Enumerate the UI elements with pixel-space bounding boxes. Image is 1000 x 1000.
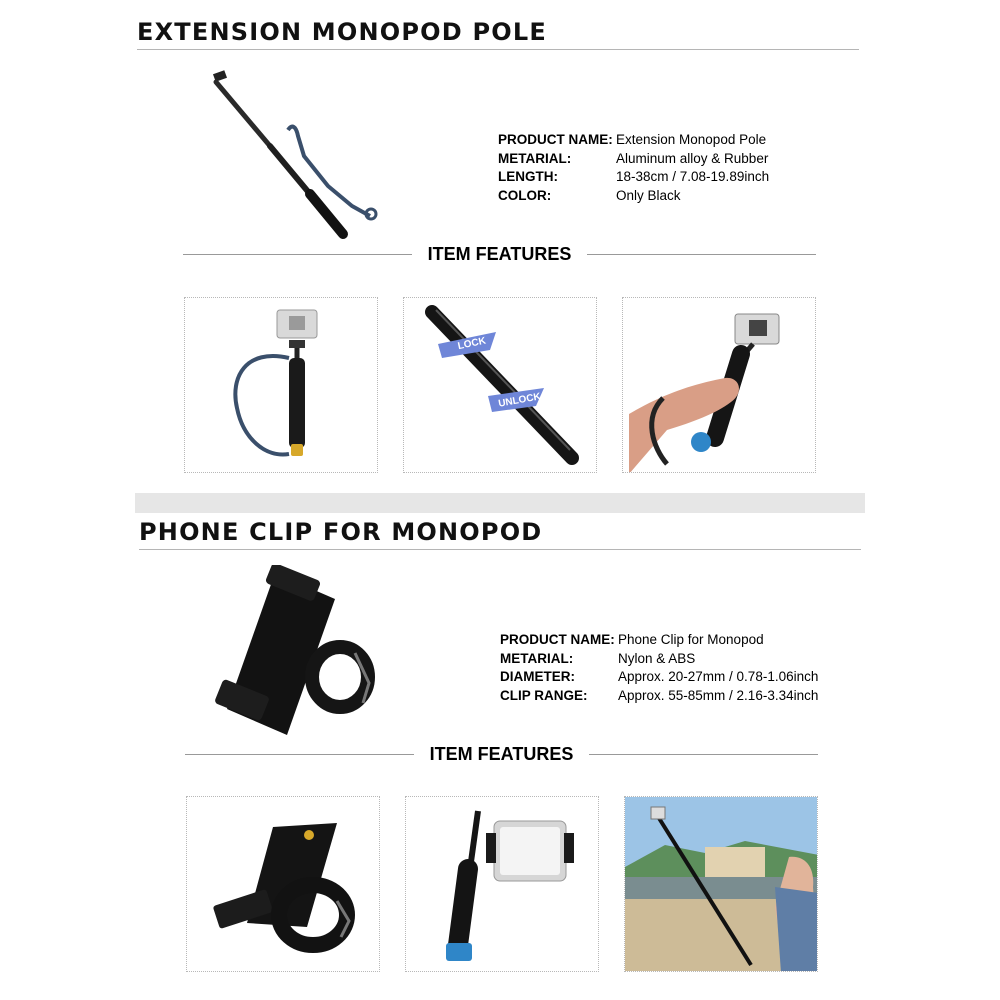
spec-table-monopod <box>498 131 769 205</box>
title-rule <box>137 49 859 50</box>
unlock-tag-text: UNLOCK <box>497 391 542 410</box>
phone-clip-image <box>205 565 380 745</box>
spec-row <box>500 650 818 669</box>
spec-row <box>498 187 769 206</box>
spec-label: METARIAL: <box>498 150 572 166</box>
section-title-monopod: EXTENSION MONOPOD POLE <box>137 18 547 46</box>
feature-tile-phone-mounted <box>405 796 599 972</box>
feature-tile-clip-closeup <box>186 796 380 972</box>
features-rule-left <box>185 754 414 755</box>
spec-value: Nylon & ABS <box>618 650 696 666</box>
item-features-label: ITEM FEATURES <box>429 744 574 764</box>
features-rule-right <box>589 754 818 755</box>
spec-value: Aluminum alloy & Rubber <box>616 150 769 166</box>
spec-row <box>500 687 818 706</box>
spec-label: CLIP RANGE: <box>500 687 588 703</box>
features-rule-left <box>183 254 412 255</box>
section-divider <box>135 493 865 513</box>
spec-row <box>498 131 769 150</box>
spec-label: PRODUCT NAME: <box>500 632 615 647</box>
spec-label: COLOR: <box>498 187 552 203</box>
item-features-heading <box>185 744 818 765</box>
spec-value: Extension Monopod Pole <box>616 132 767 147</box>
spec-value: Approx. 20-27mm / 0.78-1.06inch <box>618 669 819 684</box>
spec-value: Phone Clip for Monopod <box>618 632 764 647</box>
spec-label: DIAMETER: <box>500 669 575 684</box>
item-features-heading <box>183 244 816 265</box>
spec-label: PRODUCT NAME: <box>498 132 613 147</box>
feature-tile-hand-grip <box>622 297 816 473</box>
features-rule-right <box>587 254 816 255</box>
feature-tile-beach-selfie <box>624 796 818 972</box>
spec-row <box>500 668 818 687</box>
lock-tag-text: LOCK <box>456 335 487 353</box>
monopod-pole-image <box>200 66 390 246</box>
section-title-phone-clip: PHONE CLIP FOR MONOPOD <box>139 518 543 546</box>
title-rule <box>139 549 861 550</box>
spec-label: LENGTH: <box>498 169 558 184</box>
feature-tile-camera-mount <box>184 297 378 473</box>
spec-value: Approx. 55-85mm / 2.16-3.34inch <box>618 687 819 703</box>
spec-table-phone-clip <box>500 631 818 705</box>
spec-value: 18-38cm / 7.08-19.89inch <box>616 169 770 184</box>
spec-row <box>500 631 818 650</box>
spec-value: Only Black <box>616 187 681 203</box>
spec-row <box>498 150 769 169</box>
spec-label: METARIAL: <box>500 650 574 666</box>
item-features-label: ITEM FEATURES <box>427 244 572 264</box>
spec-row <box>498 168 769 187</box>
feature-tile-lock-unlock <box>403 297 597 473</box>
